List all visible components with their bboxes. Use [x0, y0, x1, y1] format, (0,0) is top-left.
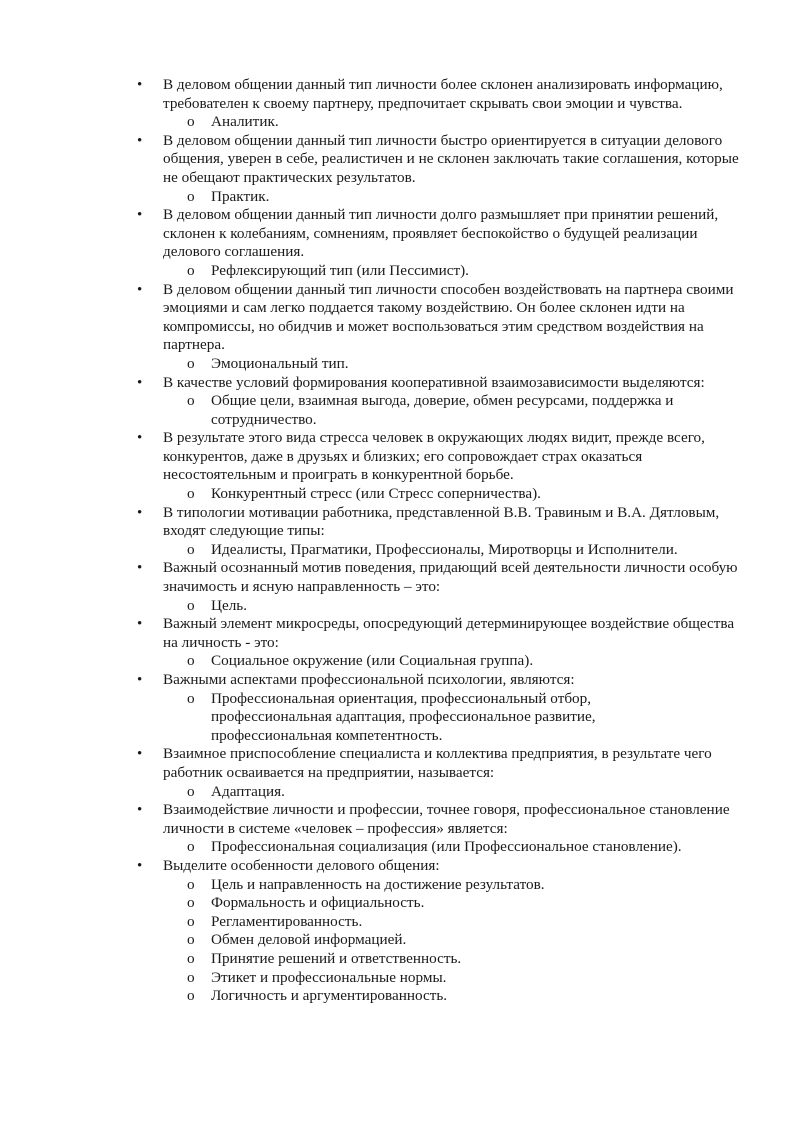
answer-text: Практик.	[211, 187, 270, 205]
question-text: В деловом общении данный тип личности более склонен анализировать информацию, требователен к своему партнеру, предпочитает скрывать свои эмоции и чувства.	[163, 76, 723, 112]
question-item	[0, 76, 800, 132]
bullet-marker: •	[137, 207, 143, 224]
answer-text: Аналитик.	[211, 113, 279, 131]
answer-text: Цель.	[211, 596, 248, 614]
sub-bullet-marker: o	[187, 354, 195, 372]
question-item	[0, 559, 800, 615]
bullet-marker: •	[137, 746, 143, 763]
question-text: В результате этого вида стресса человек в окружающих людях видит, прежде всего, конкурентов, даже в друзьях и близких; его сопровождает страх оказаться несостоятельным и проиграть в конкурентной борьбе.	[163, 429, 705, 484]
question-item	[0, 206, 800, 280]
answer-text: Социальное окружение (или Социальная группа).	[211, 652, 534, 670]
answer-item	[0, 838, 748, 857]
answer-list	[163, 262, 748, 281]
answer-list	[163, 485, 748, 504]
answer-list	[163, 188, 748, 207]
answer-list	[163, 355, 748, 374]
sub-bullet-marker: o	[187, 875, 195, 893]
sub-bullet-marker: o	[187, 949, 195, 967]
answer-text: Конкурентный стресс (или Стресс соперничества).	[211, 485, 541, 503]
answer-item	[0, 485, 748, 504]
question-item	[0, 857, 800, 1006]
sub-bullet-marker: o	[187, 540, 195, 558]
answer-item	[0, 113, 748, 132]
answer-item	[0, 690, 748, 746]
answer-item	[0, 652, 748, 671]
sub-bullet-marker: o	[187, 261, 195, 279]
answer-text: Обмен деловой информацией.	[211, 931, 407, 949]
sub-bullet-marker: o	[187, 838, 195, 856]
bullet-marker: •	[137, 560, 143, 577]
bullet-marker: •	[137, 281, 143, 298]
answer-item	[0, 987, 748, 1006]
question-item	[0, 504, 800, 560]
answer-item	[0, 783, 748, 802]
answer-item	[0, 188, 748, 207]
question-item	[0, 429, 800, 503]
answer-text: Профессиональная ориентация, профессиональный отбор, профессиональная адаптация, профессиональное развитие, профессиональная компетентность.	[211, 689, 596, 744]
question-text: В качестве условий формирования кооперативной взаимозависимости выделяются:	[163, 373, 705, 391]
answer-item	[0, 913, 748, 932]
sub-bullet-marker: o	[187, 652, 195, 670]
bullet-marker: •	[137, 374, 143, 391]
sub-bullet-marker: o	[187, 912, 195, 930]
answer-text: Логичность и аргументированность.	[211, 987, 448, 1005]
question-text: Взаимное приспособление специалиста и коллектива предприятия, в результате чего работник осваивается на предприятии, называется:	[163, 745, 712, 781]
sub-bullet-marker: o	[187, 596, 195, 614]
question-text: В типологии мотивации работника, представленной В.В. Травиным и В.А. Дятловым, входят следующие типы:	[163, 503, 720, 540]
answer-text: Формальность и официальность.	[211, 894, 425, 912]
question-item	[0, 745, 800, 801]
answer-item	[0, 876, 748, 895]
answer-text: Эмоциональный тип.	[211, 354, 349, 372]
bullet-marker: •	[137, 430, 143, 447]
answer-text: Общие цели, взаимная выгода, доверие, обмен ресурсами, поддержка и сотрудничество.	[211, 392, 674, 428]
answer-text: Цель и направленность на достижение результатов.	[211, 875, 545, 893]
answer-text: Адаптация.	[211, 782, 285, 800]
question-text: Важный осознанный мотив поведения, придающий всей деятельности личности особую значимость и ясную направленность – это:	[163, 559, 738, 596]
question-item	[0, 281, 800, 374]
sub-bullet-marker: o	[187, 187, 195, 205]
question-text: В деловом общении данный тип личности быстро ориентируется в ситуации делового общения, уверен в себе, реалистичен и не склонен заключать такие соглашения, которые не обещают практических результатов.	[163, 131, 739, 186]
answer-item	[0, 392, 748, 429]
question-text: Взаимодействие личности и профессии, точнее говоря, профессиональное становление личности в системе «человек – профессия» является:	[163, 801, 730, 837]
sub-bullet-marker: o	[187, 113, 195, 131]
question-item	[0, 132, 800, 206]
bullet-marker: •	[137, 132, 143, 149]
answer-list	[163, 876, 748, 1006]
answer-text: Этикет и профессиональные нормы.	[211, 968, 447, 986]
answer-list	[163, 838, 748, 857]
answer-list	[163, 113, 748, 132]
answer-list	[163, 690, 748, 746]
answer-text: Профессиональная социализация (или Профессиональное становление).	[211, 838, 682, 856]
sub-bullet-marker: o	[187, 689, 195, 707]
bullet-marker: •	[137, 77, 143, 93]
answer-item	[0, 969, 748, 988]
question-text: В деловом общении данный тип личности способен воздействовать на партнера своими эмоциями и сам легко поддается такому воздействию. Он более склонен идти на компромиссы, но обидчив и может воспользоваться этим средством воздействия на партнера.	[163, 280, 734, 354]
question-text: Важный элемент микросреды, опосредующий детерминирующее воздействие общества на личность - это:	[163, 615, 735, 651]
sub-bullet-marker: o	[187, 782, 195, 800]
answer-item	[0, 355, 748, 374]
answer-list	[163, 783, 748, 802]
sub-bullet-marker: o	[187, 392, 195, 410]
bullet-marker: •	[137, 802, 143, 819]
question-item	[0, 374, 800, 430]
answer-text: Рефлексирующий тип (или Пессимист).	[211, 261, 469, 279]
answer-item	[0, 894, 748, 913]
answer-text: Идеалисты, Прагматики, Профессионалы, Миротворцы и Исполнители.	[211, 540, 678, 558]
answer-item	[0, 950, 748, 969]
answer-list	[163, 541, 748, 560]
question-item	[0, 671, 800, 745]
question-text: Важными аспектами профессиональной психологии, являются:	[163, 671, 575, 688]
question-item	[0, 615, 800, 671]
sub-bullet-marker: o	[187, 931, 195, 949]
question-text: Выделите особенности делового общения:	[163, 856, 440, 874]
answer-item	[0, 541, 748, 560]
answer-text: Регламентированность.	[211, 912, 363, 930]
answer-item	[0, 597, 748, 616]
answer-list	[163, 392, 748, 429]
answer-text: Принятие решений и ответственность.	[211, 949, 462, 967]
sub-bullet-marker: o	[187, 987, 195, 1005]
question-item	[0, 801, 800, 857]
bullet-marker: •	[137, 672, 143, 688]
bullet-marker: •	[137, 504, 143, 521]
bullet-marker: •	[137, 857, 143, 874]
answer-list	[163, 597, 748, 616]
answer-item	[0, 931, 748, 950]
sub-bullet-marker: o	[187, 968, 195, 986]
bullet-marker: •	[137, 616, 143, 633]
question-list	[0, 76, 800, 1006]
answer-item	[0, 262, 748, 281]
answer-list	[163, 652, 748, 671]
sub-bullet-marker: o	[187, 894, 195, 912]
sub-bullet-marker: o	[187, 485, 195, 503]
question-text: В деловом общении данный тип личности долго размышляет при принятии решений, склонен к колебаниям, сомнениям, проявляет беспокойство о будущей реализации делового соглашения.	[163, 206, 719, 261]
